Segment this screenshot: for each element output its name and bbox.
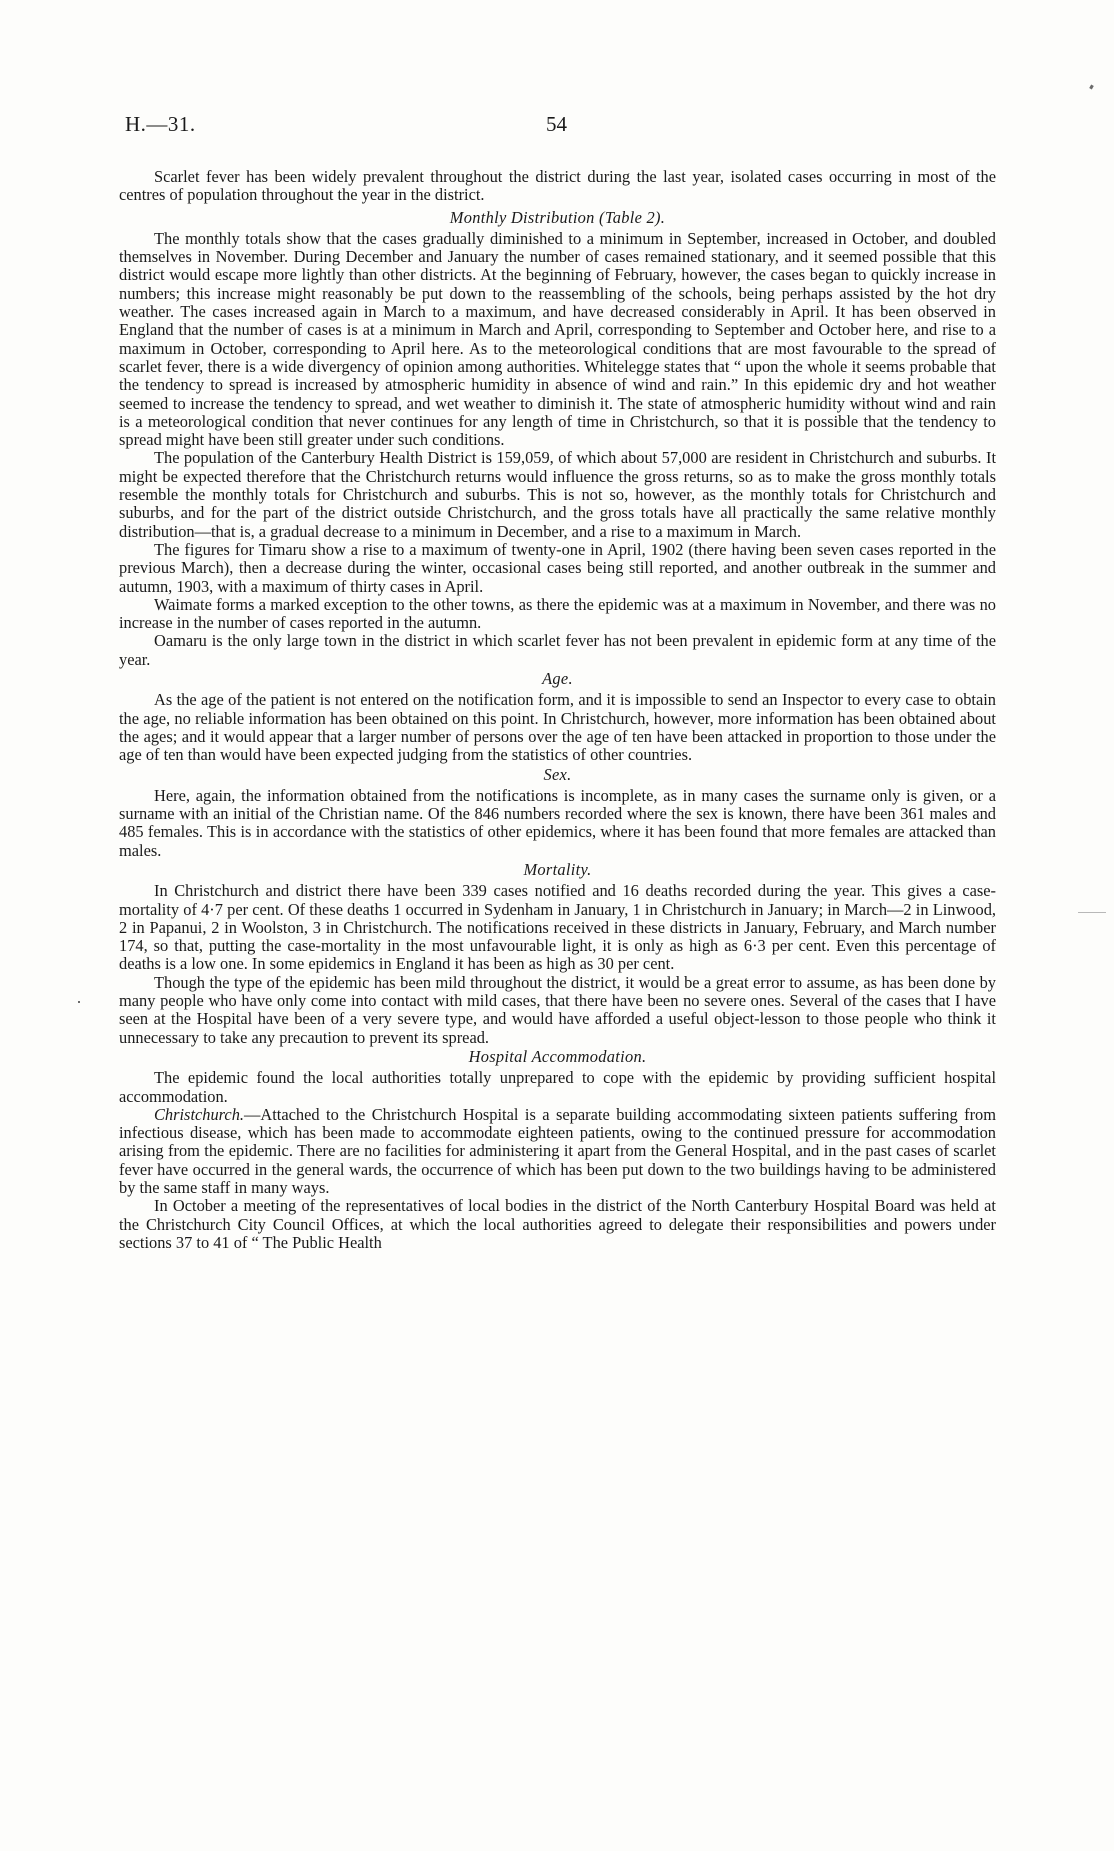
section-heading-hospital: Hospital Accommodation. [468,1046,647,1066]
monthly-paragraph-3: The figures for Timaru show a rise to a maximum of twenty-one in April, 1902 (there having been seven cases reported in the previous March), then a decrease during the winter, occasional cases being still reported, and another outbreak in the summer and autumn, 1903, with a maximum of thirty cases in April. [119,539,996,596]
intro-paragraph: Scarlet fever has been widely prevalent throughout the district during the last year, isolated cases occurring in most of the centres of population throughout the year in the district. [119,167,996,205]
document-reference: H.—31. [125,112,196,136]
christchurch-subheading: Christchurch. [154,1104,244,1124]
monthly-paragraph-2: The population of the Canterbury Health District is 159,059, of which about 57,000 are resident in Christchurch and suburbs. It might be expected therefore that the Christchurch returns would influence the gross returns, so as to make the gross monthly totals resemble the monthly totals for Christchurch and suburbs. This is not so, however, as the monthly totals for Christchurch and suburbs, and for the part of the district outside Christchurch, and the gross totals have all practically the same relative monthly distribution—that is, a gradual decrease to a minimum in December, and a rise to a maximum in March. [119,448,996,541]
hospital-paragraph-1: The epidemic found the local authorities totally unprepared to cope with the epidemic by providing sufficient hospital accommodation. [119,1068,996,1106]
age-paragraph: As the age of the patient is not entered on the notification form, and it is impossible to send an Inspector to every case to obtain the age, no reliable information has been obtained on this point. In Christchurch, however, more information has been obtained about the ages; and it would appear that a larger number of persons over the age of ten have been attacked in proportion to those under the age of ten than would have been expected judging from the statistics of other countries. [119,690,996,765]
section-heading-monthly: Monthly Distribution (Table 2). [449,207,666,227]
section-heading-mortality: Mortality. [523,859,592,879]
scan-speck [1089,85,1094,90]
page-number: 54 [546,112,567,136]
hospital-paragraph-2 [119,1106,996,1197]
monthly-paragraph-5: Oamaru is the only large town in the district in which scarlet fever has not been prevalent in epidemic form at any time of the year. [119,631,996,669]
page-header [125,112,995,142]
section-heading-sex: Sex. [543,764,572,784]
page-body [119,168,996,1252]
christchurch-text: —Attached to the Christchurch Hospital is a separate building accommodating sixteen patients suffering from infectious disease, which has been made to accommodate eighteen patients, owing to the continued pressure for accommodation arising from the epidemic. There are no facilities for administering it apart from the General Hospital, and in the past cases of scarlet fever have occurred in the general wards, the occurrence of which has been put down to the two buildings having to be administered by the same staff in many ways. [119,1104,996,1198]
scan-dot [78,1001,80,1003]
monthly-paragraph-1: The monthly totals show that the cases gradually diminished to a minimum in September, increased in October, and doubled themselves in November. During December and January the number of cases remained stationary, and it seemed possible that this district would escape more lightly than other districts. At the beginning of February, however, the cases began to quickly increase in numbers; this increase might reasonably be put down to the reassembling of the schools, being perhaps assisted by the hot dry weather. The cases increased again in March to a maximum, and have decreased considerably in April. It has been observed in England that the number of cases is at a minimum in March and April, corresponding to September and October here, and rise to a maximum in October, corresponding to April here. As to the meteorological conditions that are most favourable to the spread of scarlet fever, there is a wide divergency of opinion among authorities. Whitelegge states that “ upon the whole it seems probable that the tendency to spread is increased by atmospheric humidity in absence of wind and rain.” In this epidemic dry and hot weather seemed to increase the tendency to spread, and wet weather to diminish it. The state of atmospheric humidity without wind and rain is a meteorological condition that never continues for any length of time in Christchurch, so that it is possible that the tendency to spread might have been still greater under such conditions. [119,228,996,450]
monthly-paragraph-4: Waimate forms a marked exception to the other towns, as there the epidemic was at a maximum in November, and there was no increase in the number of cases reported in the autumn. [119,594,996,633]
section-heading-age: Age. [542,669,573,689]
hospital-paragraph-3: In October a meeting of the representatives of local bodies in the district of the North Canterbury Hospital Board was held at the Christchurch City Council Offices, at which the local authorities agreed to delegate their responsibilities and powers under sections 37 to 41 of “ The Public Health [119,1196,996,1252]
mortality-paragraph-1: In Christchurch and district there have been 339 cases notified and 16 deaths recorded during the year. This gives a case-mortality of 4·7 per cent. Of these deaths 1 occurred in Sydenham in January, 1 in Christchurch in January; in March—2 in Linwood, 2 in Papanui, 2 in Woolston, 3 in Christchurch. The notifications received in these districts in January, February, and March number 174, so that, putting the case-mortality in the most unfavourable light, it is only as high as 6·3 per cent. Even this percentage of deaths is a low one. In some epidemics in England it has been as high as 30 per cent. [119,881,996,974]
mortality-paragraph-2: Though the type of the epidemic has been mild throughout the district, it would be a great error to assume, as has been done by many people who have only come into contact with mild cases, that there have been no severe ones. Several of the cases that I have seen at the Hospital have been of a very severe type, and would have afforded a useful object-lesson to those people who think it unnecessary to take any precaution to prevent its spread. [119,972,996,1047]
scan-margin-line [1078,912,1106,913]
sex-paragraph: Here, again, the information obtained from the notifications is incomplete, as in many cases the surname only is given, or a surname with an initial of the Christian name. Of the 846 numbers recorded where the sex is known, there have been 361 males and 485 females. This is in accordance with the statistics of other epidemics, where it has been found that more females are attacked than males. [119,785,996,860]
